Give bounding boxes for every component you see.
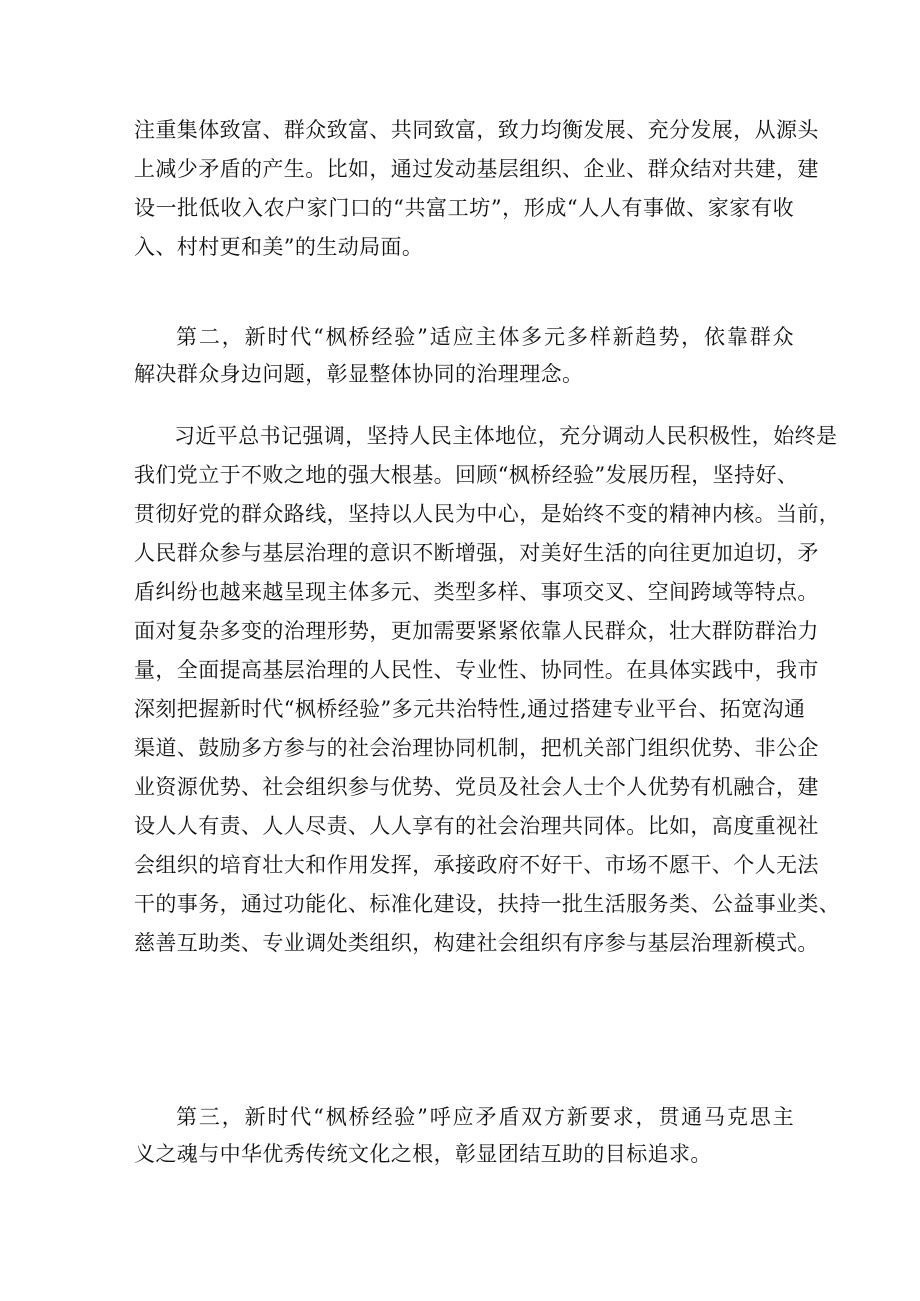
text-line: 第二，新时代“枫桥经验”适应主体多元多样新趋势，依靠群众	[176, 325, 794, 349]
text-line: 设人人有责、人人尽责、人人享有的社会治理共同体。比如，高度重视社	[134, 814, 819, 838]
text-line: 盾纠纷也越来越呈现主体多元、类型多样、事项交叉、空间跨域等特点。	[134, 580, 819, 604]
text-line: 干的事务，通过功能化、标准化建设，扶持一批生活服务类、公益事业类、	[134, 892, 841, 916]
text-line: 解决群众身边问题，彰显整体协同的治理理念。	[134, 362, 584, 386]
text-line: 我们党立于不败之地的强大根基。回顾“枫桥经验”发展历程，坚持好、	[134, 463, 799, 487]
text-line: 第三，新时代“枫桥经验”呼应矛盾双方新要求，贯通马克思主	[176, 1105, 794, 1129]
body-paragraph-1	[134, 111, 819, 267]
text-line: 入、村村更和美”的生动局面。	[134, 235, 424, 259]
section-heading-3	[134, 1099, 794, 1173]
text-line: 注重集体致富、群众致富、共同致富，致力均衡发展、充分发展，从源头	[134, 118, 819, 142]
body-paragraph-2	[134, 417, 841, 963]
text-line: 量，全面提高基层治理的人民性、专业性、协同性。在具体实践中，我市	[134, 658, 819, 682]
text-line: 慈善互助类、专业调处类组织，构建社会组织有序参与基层治理新模式。	[134, 931, 819, 955]
text-line: 义之魂与中华优秀传统文化之根，彰显团结互助的目标追求。	[134, 1142, 712, 1166]
text-line: 贯彻好党的群众路线，坚持以人民为中心，是始终不变的精神内核。当前，	[134, 502, 841, 526]
text-line: 渠道、鼓励多方参与的社会治理协同机制，把机关部门组织优势、非公企	[134, 736, 819, 760]
text-line: 面对复杂多变的治理形势，更加需要紧紧依靠人民群众，壮大群防群治力	[134, 619, 819, 643]
text-line: 上减少矛盾的产生。比如，通过发动基层组织、企业、群众结对共建，建	[134, 157, 819, 181]
text-line: 习近平总书记强调，坚持人民主体地位，充分调动人民积极性，始终是	[174, 424, 838, 448]
text-line: 深刻把握新时代“枫桥经验”多元共治特性,通过搭建专业平台、拓宽沟通	[134, 697, 806, 721]
section-heading-2	[134, 319, 794, 393]
text-line: 设一批低收入农户家门口的“共富工坊”，形成“人人有事做、家家有收	[134, 196, 794, 220]
text-line: 人民群众参与基层治理的意识不断增强，对美好生活的向往更加迫切，矛	[134, 541, 819, 565]
text-line: 会组织的培育壮大和作用发挥，承接政府不好干、市场不愿干、个人无法	[134, 853, 819, 877]
text-line: 业资源优势、社会组织参与优势、党员及社会人士个人优势有机融合，建	[134, 775, 819, 799]
